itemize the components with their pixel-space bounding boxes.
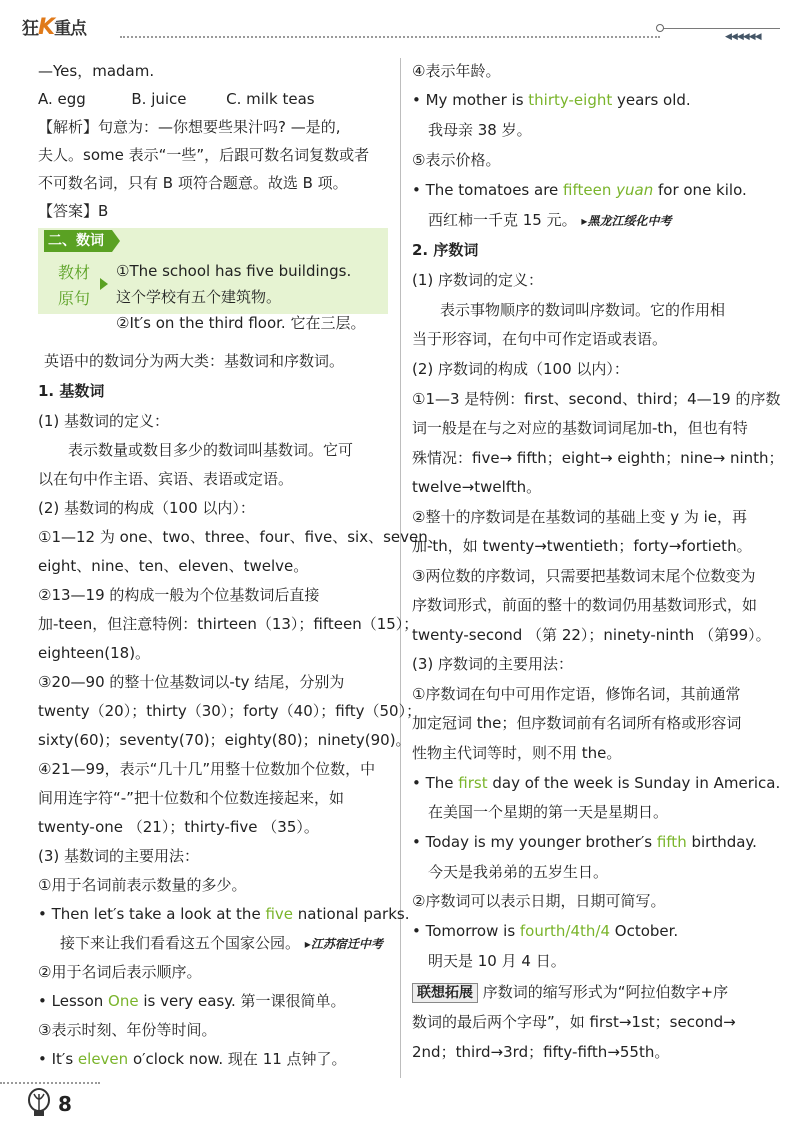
example-text: • It′s: [38, 1050, 78, 1068]
example-line: [38, 903, 410, 925]
text-line: 间用连字符“-”把十位数和个位数连接起来，如: [38, 789, 344, 807]
example-line: [38, 990, 346, 1012]
text-line: 英语中的数词分为两大类：基数词和序数词。: [44, 352, 345, 370]
text-line: 序数词形式，前面的整十的数词仍用基数词形式，如: [412, 596, 758, 614]
text-line: (3) 序数词的主要用法：: [412, 655, 574, 673]
section-title: 二、数词: [44, 230, 112, 252]
header-circle-ornament: [656, 24, 664, 32]
example-text: • Tomorrow is: [412, 922, 520, 940]
text-line: twenty-second （第 22）；ninety-ninth （第99）。: [412, 626, 771, 644]
text-line: ①1—12 为 one、two、three、four、five、six、seven、: [38, 528, 443, 546]
brand-logo: [22, 14, 86, 40]
text-line: (3) 基数词的主要用法：: [38, 847, 200, 865]
example-text: • The: [412, 774, 459, 792]
page-footer: [24, 1088, 72, 1122]
highlight-word: thirty-eight: [528, 91, 613, 109]
header-arrows-icon: ◀◀◀◀◀◀: [725, 32, 761, 42]
text-line: ③两位数的序数词，只需要把基数词末尾个位数变为: [412, 567, 756, 585]
text-line: ③20—90 的整十位基数词以-ty 结尾，分别为: [38, 673, 345, 691]
source-tag: ▸江苏宿迁中考: [304, 937, 383, 951]
text-line: ①序数词在句中可用作定语，修饰名词，其前通常: [412, 685, 741, 703]
textbook-label-2: 原句: [57, 289, 90, 308]
text-line: 以在句中作主语、宾语、表语或定语。: [38, 470, 294, 488]
example-text: • My mother is: [412, 91, 529, 109]
highlight-word: fifteen: [563, 181, 612, 199]
text-line: 加定冠词 the；但序数词前有名词所有格或形容词: [412, 714, 742, 732]
text-line: 表示事物顺序的数词叫序数词。它的作用相: [440, 301, 726, 319]
example-line: [412, 920, 678, 942]
text-line: 数词的最后两个字母”，如 first→1st；second→: [412, 1013, 736, 1031]
extension-line: [412, 981, 728, 1003]
heading-cardinal: 1. 基数词: [38, 382, 105, 400]
page-header: [0, 0, 800, 48]
example-text: • The tomatoes are: [412, 181, 564, 199]
example-text: • Then let′s take a look at the: [38, 905, 266, 923]
text-line: 表示数量或数目多少的数词叫基数词。它可: [68, 441, 354, 459]
text-line: ①用于名词前表示数量的多少。: [38, 876, 247, 894]
textbook-label: [52, 260, 96, 312]
header-rule: [660, 28, 780, 29]
highlight-word: fifth: [656, 833, 687, 851]
text-line: eighteen(18)。: [38, 644, 151, 662]
text-line: ②序数词可以表示日期，日期可简写。: [412, 892, 666, 910]
triangle-right-icon: [100, 278, 108, 290]
example-line: ①The school has five buildings.: [116, 262, 352, 280]
text-line: ①1—3 是特例：first、second、third；4—19 的序数: [412, 390, 781, 408]
textbook-label-1: 教材: [57, 263, 90, 282]
text-line: twenty-one （21）；thirty-five （35）。: [38, 818, 319, 836]
example-line: [38, 1048, 347, 1070]
option-c: C. milk teas: [226, 90, 315, 108]
option-b: B. juice: [131, 90, 187, 108]
highlight-word: One: [108, 992, 139, 1010]
example-line: [412, 772, 780, 794]
translation-line: [428, 209, 671, 232]
example-text: birthday.: [686, 833, 757, 851]
numerals-section-box: [38, 228, 388, 332]
translation-line: 我母亲 38 岁。: [428, 121, 532, 139]
example-line: 这个学校有五个建筑物。: [116, 288, 282, 306]
text-line: 加-teen，但注意特例：thirteen（13）；fifteen（15）；: [38, 615, 419, 633]
text-line: 不可数名词，只有 B 项符合题意。故选 B 项。: [38, 174, 348, 192]
text-line: ②用于名词后表示顺序。: [38, 963, 202, 981]
options-line: [38, 88, 315, 110]
text-line: ②整十的序数词是在基数词的基础上变 y 为 ie，再: [412, 508, 748, 526]
heading-ordinal: 2. 序数词: [412, 241, 479, 259]
translation-text: 接下来让我们看看这五个国家公园。: [60, 934, 301, 952]
example-line: [412, 89, 691, 111]
highlight-word: yuan: [611, 181, 654, 199]
example-line: [412, 831, 757, 853]
source-tag: ▸黑龙江绥化中考: [581, 214, 672, 228]
logo-k: K: [38, 15, 55, 40]
extension-tag: 联想拓展: [412, 983, 478, 1003]
text-line: (2) 基数词的构成（100 以内）：: [38, 499, 255, 517]
text-line: (1) 基数词的定义：: [38, 412, 170, 430]
example-text: day of the week is Sunday in America.: [487, 774, 781, 792]
extension-text: 序数词的缩写形式为“阿拉伯数字+序: [478, 983, 729, 1001]
example-text: national parks.: [293, 905, 410, 923]
text-line: ④表示年龄。: [412, 62, 501, 80]
text-line: sixty(60)；seventy(70)；eighty(80)；ninety(90)。: [38, 731, 411, 749]
example-text: • Today is my younger brother′s: [412, 833, 657, 851]
example-line: ②It′s on the third floor. 它在三层。: [116, 314, 366, 332]
translation-line: 明天是 10 月 4 日。: [428, 952, 566, 970]
text-line: ②13—19 的构成一般为个位基数词后直接: [38, 586, 320, 604]
text-line: 加-th，如 twenty→twentieth；forty→fortieth。: [412, 537, 752, 555]
analysis-line: 【解析】句意为：—你想要些果汁吗? —是的,: [38, 118, 341, 136]
example-text: • Lesson: [38, 992, 109, 1010]
example-text: October.: [610, 922, 679, 940]
text-line: ③表示时刻、年份等时间。: [38, 1021, 217, 1039]
translation-line: 在美国一个星期的第一天是星期日。: [428, 803, 669, 821]
translation-line: [60, 932, 383, 955]
translation-line: 今天是我弟弟的五岁生日。: [428, 863, 609, 881]
section-title-arrow-icon: [112, 230, 120, 252]
logo-prefix: 狂: [22, 19, 38, 39]
example-text: o′clock now. 现在 11 点钟了。: [128, 1050, 347, 1068]
highlight-word: first: [458, 774, 488, 792]
translation-text: 西红柿一千克 15 元。: [428, 211, 577, 229]
text-line: twenty（20）；thirty（30）；forty（40）；fifty（50）；: [38, 702, 422, 720]
highlight-word: fourth/4th/4: [519, 922, 611, 940]
option-a: A. egg: [38, 90, 86, 108]
text-line: ⑤表示价格。: [412, 151, 501, 169]
footer-dotted-rule: [0, 1082, 100, 1084]
answer-line: 【答案】B: [38, 202, 109, 220]
lightbulb-icon: [24, 1088, 54, 1118]
text-line: (2) 序数词的构成（100 以内）：: [412, 360, 629, 378]
text-line: —Yes，madam.: [38, 62, 155, 80]
logo-suffix: 重点: [54, 19, 87, 39]
page-number: 8: [58, 1092, 72, 1116]
highlight-word: five: [265, 905, 294, 923]
text-line: 2nd；third→3rd；fifty-fifth→55th。: [412, 1043, 670, 1061]
example-line: [412, 179, 747, 201]
highlight-word: eleven: [77, 1050, 129, 1068]
text-line: 词一般是在与之对应的基数词词尾加-th，但也有特: [412, 419, 748, 437]
column-divider: [400, 58, 401, 1078]
header-dotted-rule: [120, 36, 660, 38]
text-line: eight、nine、ten、eleven、twelve。: [38, 557, 309, 575]
text-line: twelve→twelfth。: [412, 478, 542, 496]
example-text: is very easy. 第一课很简单。: [138, 992, 346, 1010]
text-line: 当于形容词，在句中可作定语或表语。: [412, 330, 668, 348]
example-text: years old.: [612, 91, 691, 109]
text-line: 夫人。some 表示“一些”，后跟可数名词复数或者: [38, 146, 370, 164]
text-line: 性物主代词等时，则不用 the。: [412, 744, 622, 762]
text-line: ④21—99，表示“几十几”用整十位数加个位数，中: [38, 760, 376, 778]
text-line: 殊情况：five→ fifth；eight→ eighth；nine→ ninth；: [412, 449, 784, 467]
example-text: for one kilo.: [653, 181, 747, 199]
text-line: (1) 序数词的定义：: [412, 271, 544, 289]
